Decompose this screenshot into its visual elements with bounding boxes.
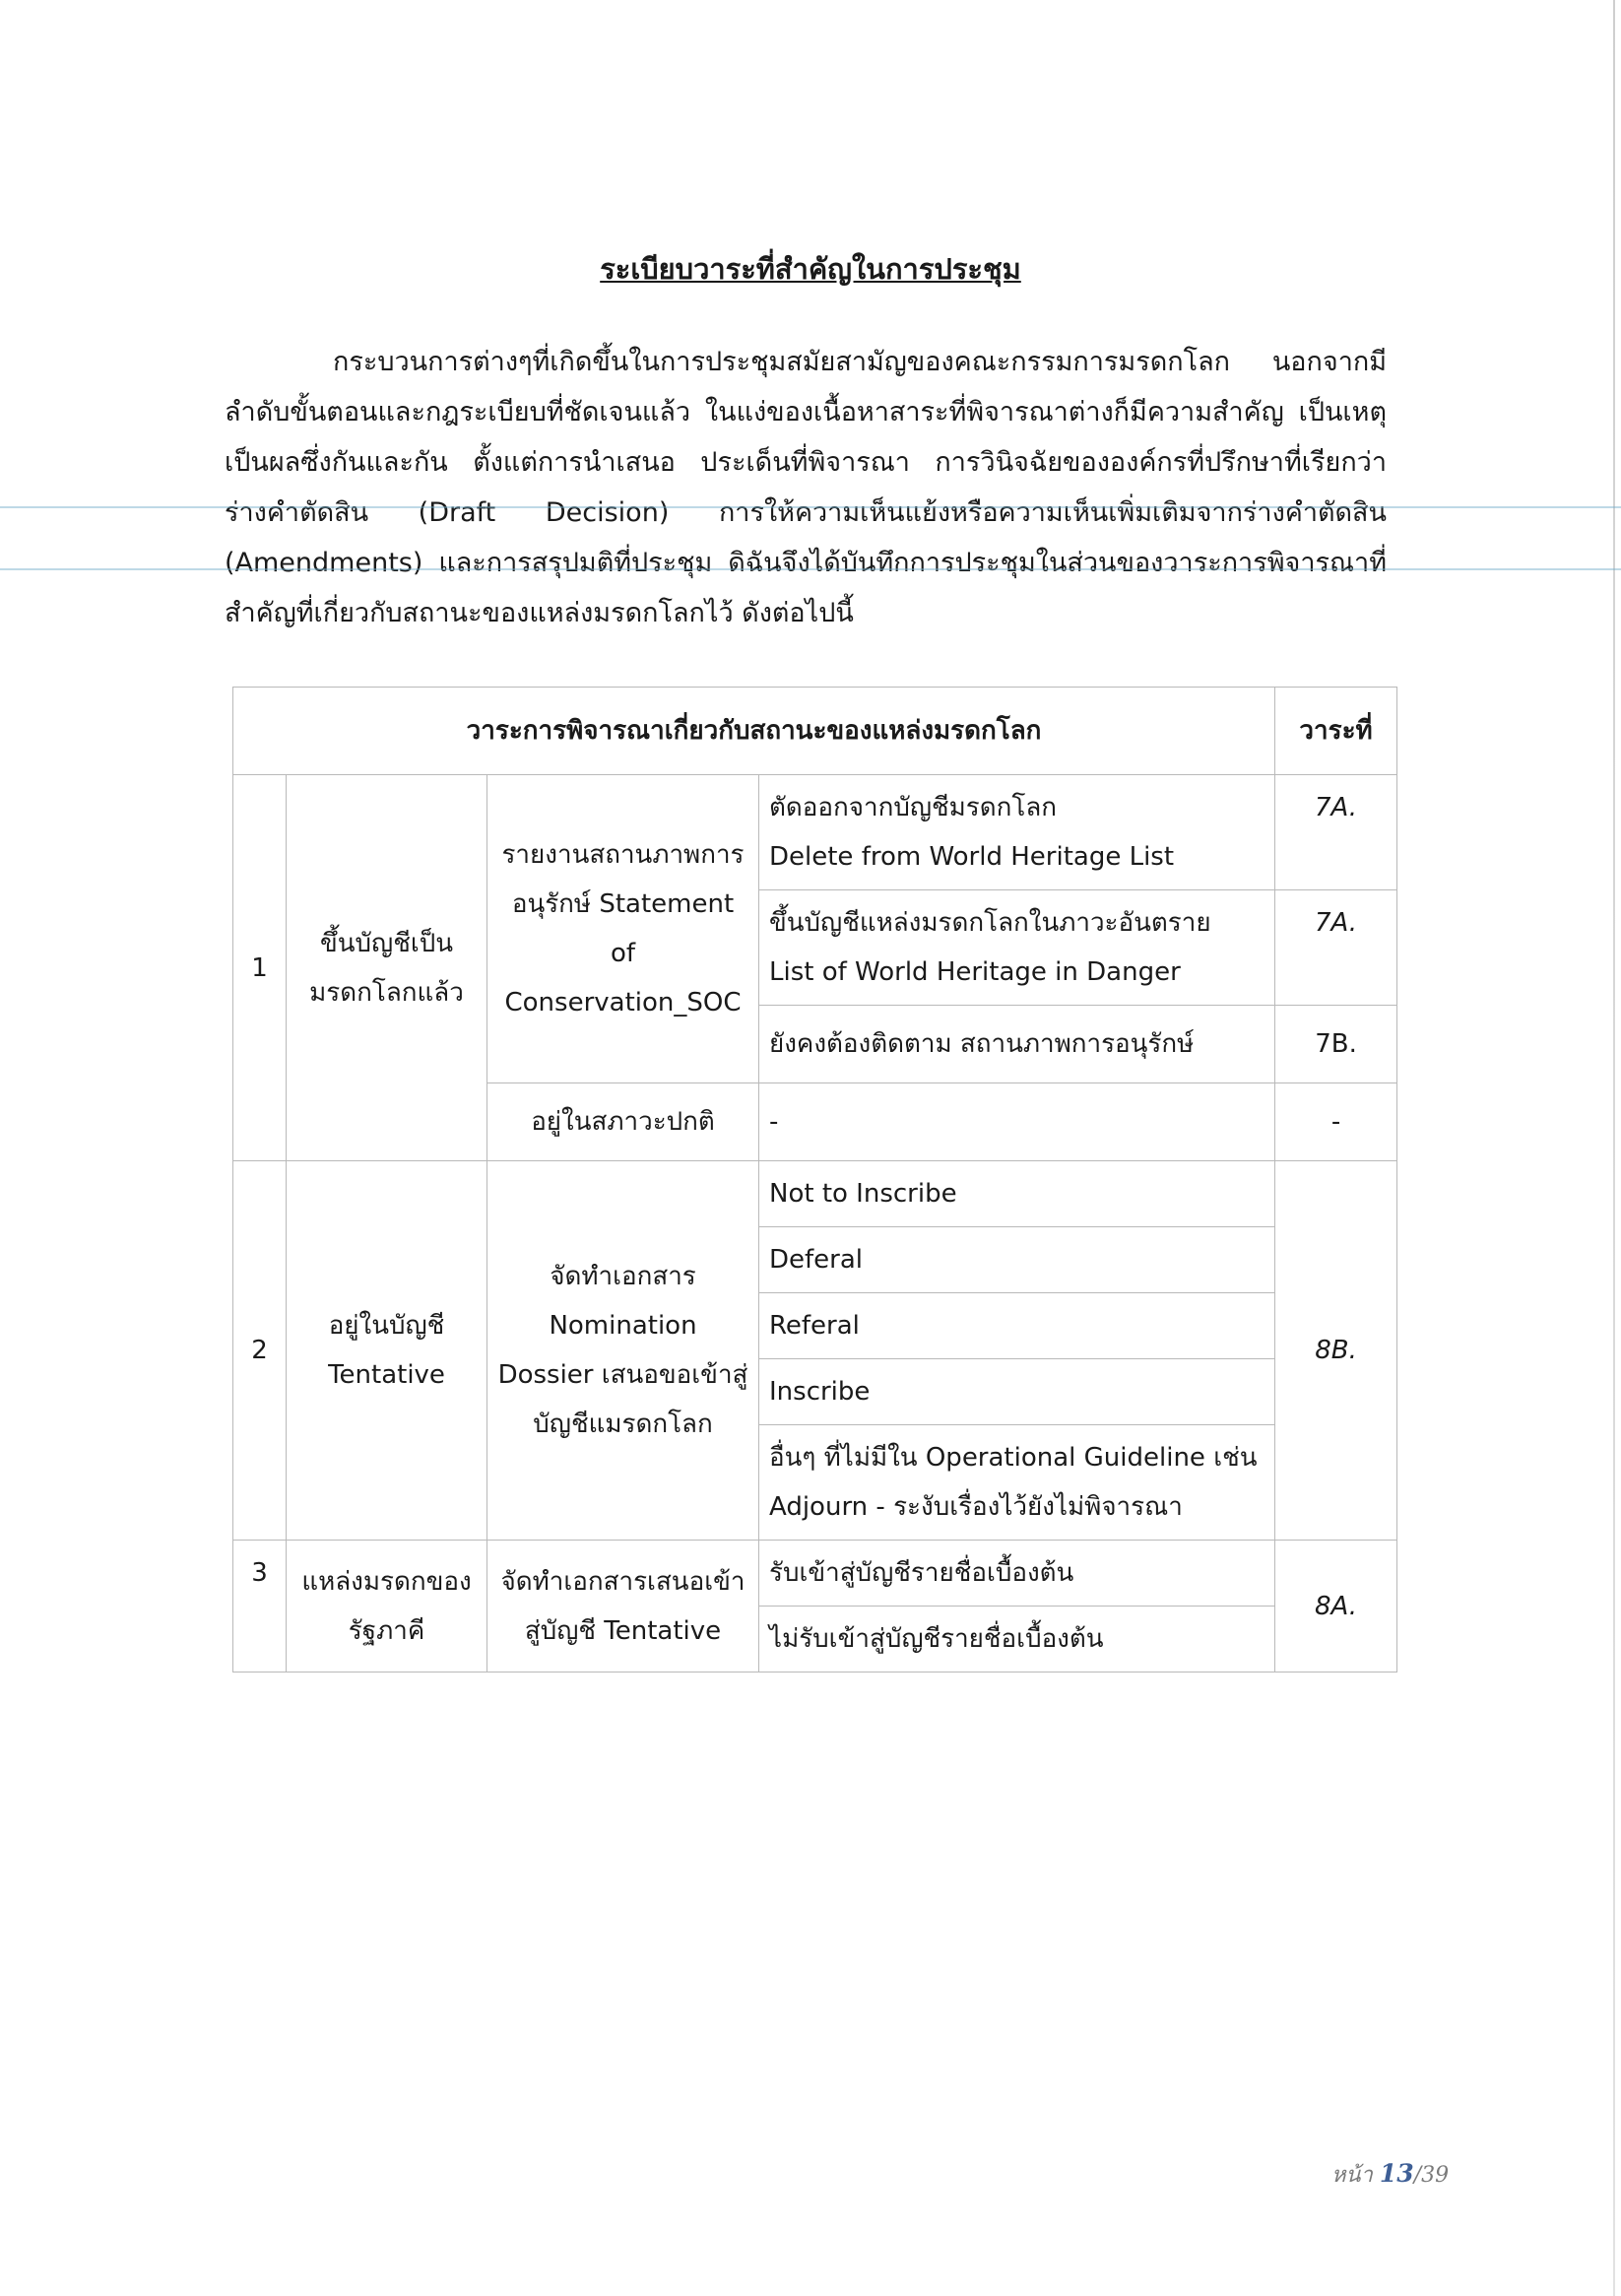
page-number (1331, 2157, 1449, 2192)
table-row (233, 1541, 1397, 1607)
agenda-code: 7A. (1275, 775, 1397, 890)
agenda-code: 8B. (1275, 1161, 1397, 1541)
row-process: จัดทำเอกสารเสนอเข้าสู่บัญชี Tentative (487, 1541, 759, 1673)
outcome-english: Delete from World Heritage List (769, 842, 1175, 872)
intro-paragraph (225, 337, 1387, 638)
page-total: /39 (1413, 2163, 1450, 2188)
outcome-thai: ยังคงต้องติดตาม สถานภาพการอนุรักษ์ (769, 1029, 1195, 1059)
outcome-cell: รับเข้าสู่บัญชีรายชื่อเบื้องต้น (759, 1541, 1275, 1607)
agenda-code: - (1275, 1083, 1397, 1161)
row-process-normal: อยู่ในสภาวะปกติ (487, 1083, 759, 1161)
agenda-code: 7B. (1275, 1006, 1397, 1083)
row-number: 2 (233, 1161, 287, 1541)
table-row (233, 1161, 1397, 1227)
row-process: จัดทำเอกสาร Nomination Dossier เสนอขอเข้าสู่บัญชีแมรดกโลก (487, 1161, 759, 1541)
outcome-english: List of World Heritage in Danger (769, 957, 1181, 987)
outcome-cell: Deferal (759, 1227, 1275, 1293)
agenda-code: 7A. (1275, 890, 1397, 1006)
header-main: วาระการพิจารณาเกี่ยวกับสถานะของแหล่งมรดกโลก (233, 688, 1275, 775)
outcome-cell: Referal (759, 1293, 1275, 1359)
table-header-row (233, 688, 1397, 775)
scan-edge-line (1613, 0, 1615, 2296)
row-status: ขึ้นบัญชีเป็นมรดกโลกแล้ว (287, 775, 487, 1161)
row-status: แหล่งมรดกของรัฐภาคี (287, 1541, 487, 1673)
page-heading: ระเบียบวาระที่สำคัญในการประชุม (600, 252, 1021, 286)
row-number: 1 (233, 775, 287, 1161)
header-agenda: วาระที่ (1275, 688, 1397, 775)
outcome-thai: ตัดออกจากบัญชีมรดกโลก (769, 793, 1057, 822)
intro-text: กระบวนการต่างๆที่เกิดขึ้นในการประชุมสมัยสามัญของคณะกรรมการมรดกโลก นอกจากมีลำดับขั้นตอนและกฎระเบียบที่ชัดเจนแล้ว ในแง่ของเนื้อหาสาระที่พิจารณาต่างก็มีความสำคัญ เป็นเหตุเป็นผลซึ่งกันและกัน ตั้งแต่การนำเสนอ ประเด็นที่พิจารณา การวินิจฉัยขององค์กรที่ปรึกษาที่เรียกว่า ร่างคำตัดสิน (Draft Decision) การให้ความเห็นแย้งหรือความเห็นเพิ่มเติมจากร่างคำตัดสิน (Amendments) และการสรุปมติที่ประชุม ดิฉันจึงได้บันทึกการประชุมในส่วนของวาระการพิจารณาที่สำคัญที่เกี่ยวกับสถานะของแหล่งมรดกโลกไว้ ดังต่อไปนี้ (225, 347, 1387, 628)
outcome-cell (759, 890, 1275, 1006)
outcome-cell: ไม่รับเข้าสู่บัญชีรายชื่อเบื้องต้น (759, 1607, 1275, 1673)
row-process: รายงานสถานภาพการอนุรักษ์ Statement of Conservation_SOC (487, 775, 759, 1083)
scan-artifact-line (0, 568, 1621, 570)
outcome-cell: Not to Inscribe (759, 1161, 1275, 1227)
page-current: 13 (1379, 2159, 1414, 2188)
outcome-cell (759, 775, 1275, 890)
outcome-cell: Inscribe (759, 1359, 1275, 1425)
outcome-cell: - (759, 1083, 1275, 1161)
row-number: 3 (233, 1541, 287, 1673)
outcome-cell: อื่นๆ ที่ไม่มีใน Operational Guideline เช่น Adjourn - ระงับเรื่องไว้ยังไม่พิจารณา (759, 1425, 1275, 1541)
outcome-thai: ขึ้นบัญชีแหล่งมรดกโลกในภาวะอันตราย (769, 908, 1211, 938)
agenda-table (232, 687, 1397, 1673)
scan-artifact-line (0, 506, 1621, 508)
page-label: หน้า (1331, 2163, 1373, 2188)
row-status: อยู่ในบัญชี Tentative (287, 1161, 487, 1541)
agenda-code: 8A. (1275, 1541, 1397, 1673)
table-row (233, 775, 1397, 890)
outcome-cell (759, 1006, 1275, 1083)
